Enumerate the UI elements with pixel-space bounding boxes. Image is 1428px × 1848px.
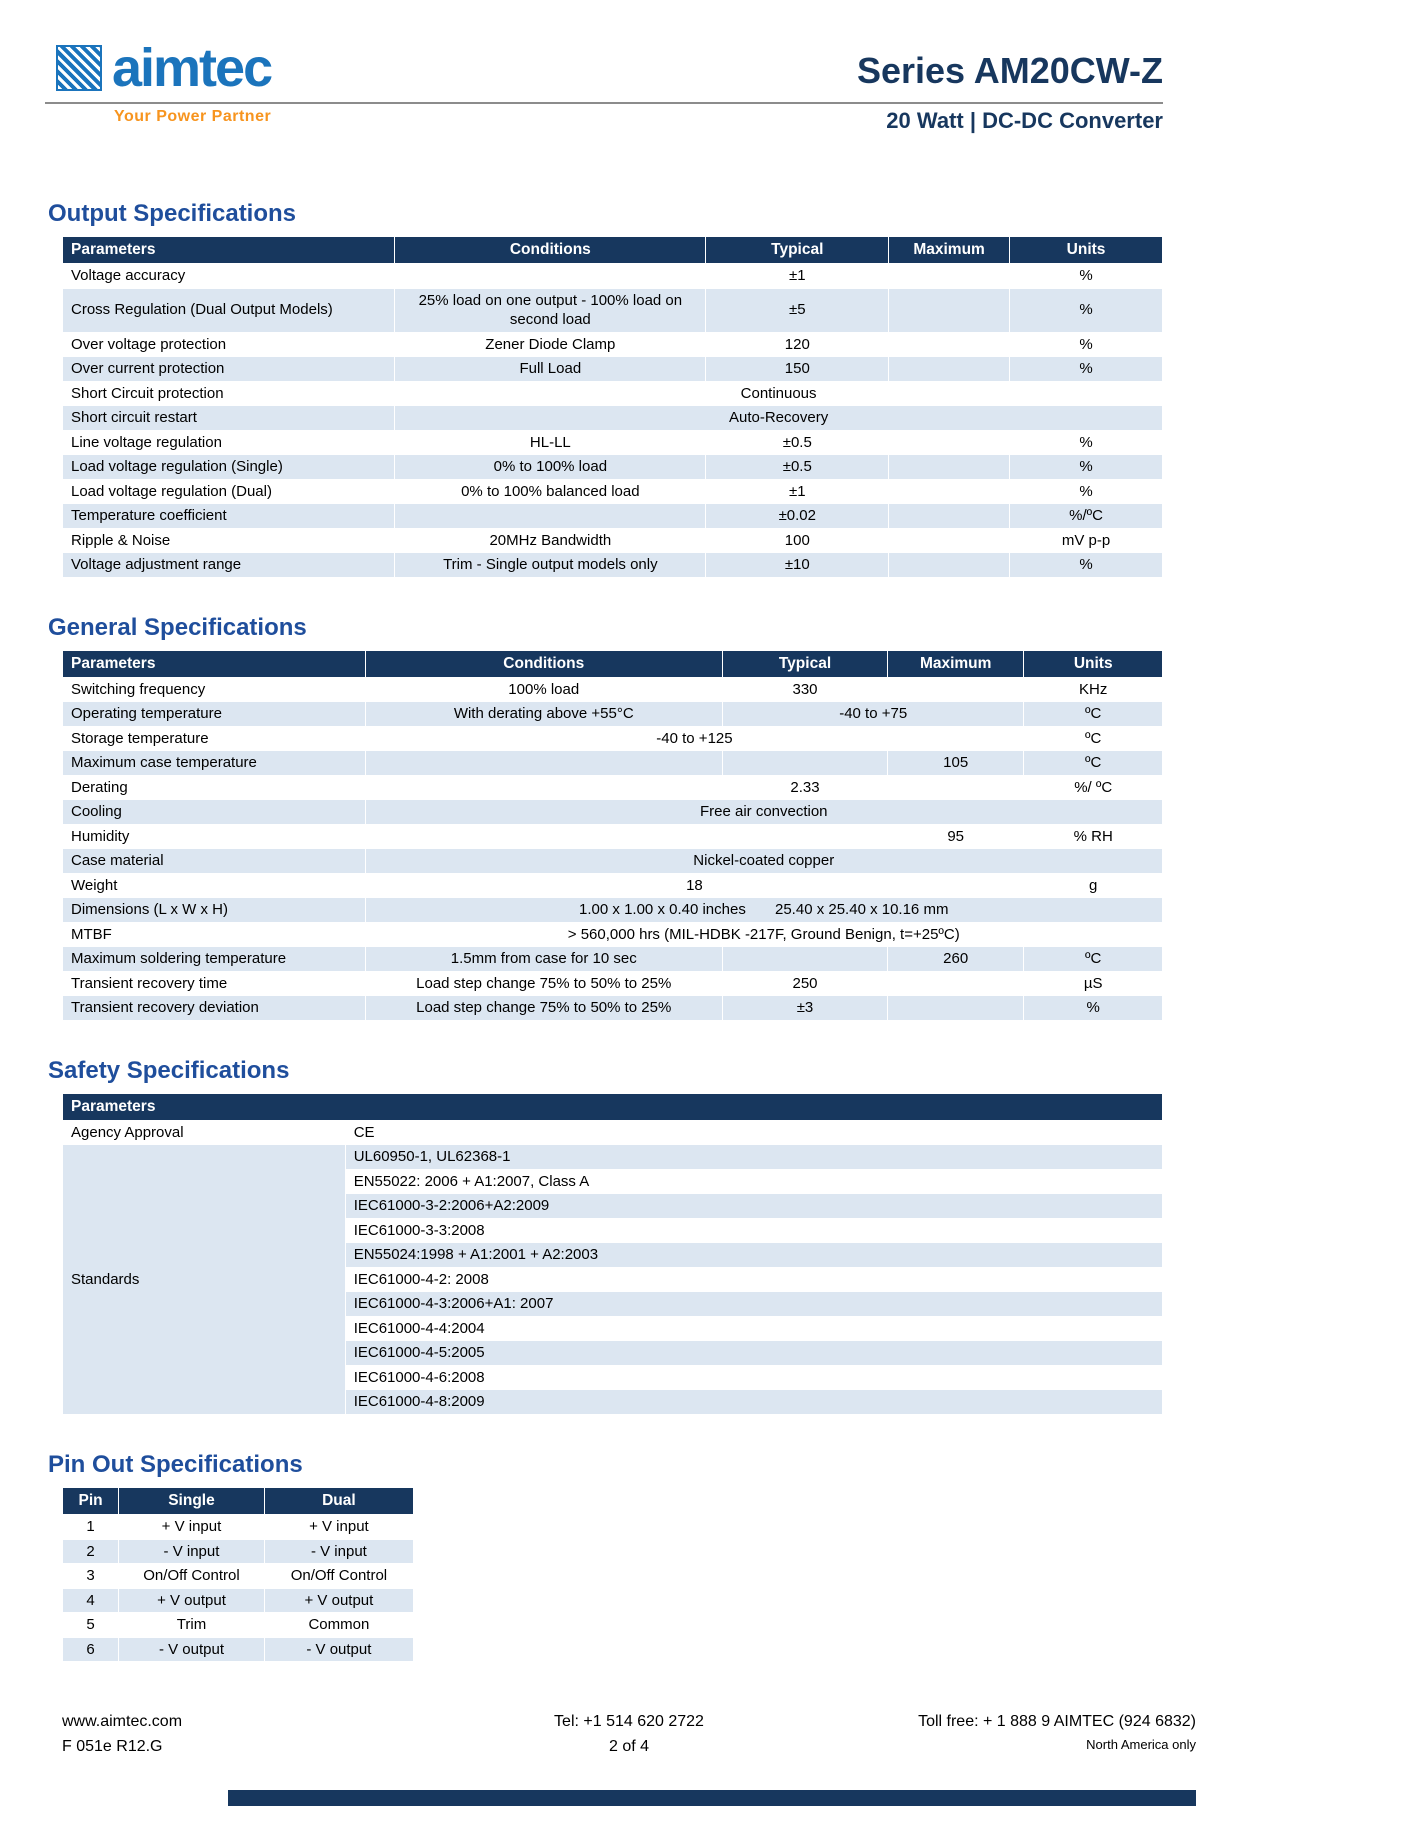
table-cell [365, 751, 723, 776]
footer-doc-ref: F 051e R12.G [62, 1738, 163, 1756]
header-divider [45, 102, 1163, 104]
table-cell: IEC61000-4-8:2009 [345, 1390, 1162, 1415]
table-cell: Short circuit restart [63, 406, 395, 431]
table-cell: With derating above +55°C [365, 702, 723, 727]
table-cell: Free air convection [365, 800, 1163, 825]
table-row [63, 751, 1163, 776]
table-cell [888, 775, 1024, 800]
table-cell: Switching frequency [63, 677, 366, 702]
table-cell: On/Off Control [264, 1564, 413, 1589]
table-cell: Dimensions (L x W x H) [63, 898, 366, 923]
table-cell [723, 751, 888, 776]
table-cell: IEC61000-3-2:2006+A2:2009 [345, 1194, 1162, 1219]
table-cell: ºC [1024, 702, 1163, 727]
table-row [63, 288, 1163, 332]
table-cell: % RH [1024, 824, 1163, 849]
general-specifications-section [48, 614, 1163, 1021]
table-cell: Auto-Recovery [395, 406, 1163, 431]
table-row [63, 824, 1163, 849]
table-row [63, 553, 1163, 578]
table-row [63, 332, 1163, 357]
table-cell: Line voltage regulation [63, 430, 395, 455]
table-cell: Over voltage protection [63, 332, 395, 357]
table-cell [889, 357, 1010, 382]
table-cell: Storage temperature [63, 726, 366, 751]
table-row [63, 528, 1163, 553]
section-heading-pinout: Pin Out Specifications [48, 1450, 303, 1478]
output-specifications-table [62, 236, 1163, 578]
table-cell: ºC [1024, 751, 1163, 776]
table-cell: ±1 [706, 479, 889, 504]
table-cell: IEC61000-4-4:2004 [345, 1316, 1162, 1341]
table-cell [395, 264, 706, 289]
table-row [63, 922, 1163, 947]
table-row [63, 726, 1163, 751]
table-cell: Trim - Single output models only [395, 553, 706, 578]
table-row [63, 504, 1163, 529]
table-cell: 0% to 100% balanced load [395, 479, 706, 504]
column-header: Units [1024, 650, 1163, 677]
table-cell: 6 [63, 1637, 119, 1662]
table-cell: Standards [63, 1145, 346, 1415]
page-header [48, 38, 1163, 164]
table-cell: ±10 [706, 553, 889, 578]
table-cell: IEC61000-4-2: 2008 [345, 1267, 1162, 1292]
table-cell: Cooling [63, 800, 366, 825]
table-cell: EN55024:1998 + A1:2001 + A2:2003 [345, 1243, 1162, 1268]
table-cell: Operating temperature [63, 702, 366, 727]
table-cell: Continuous [395, 381, 1163, 406]
table-cell: 120 [706, 332, 889, 357]
table-cell: %/ºC [1010, 504, 1163, 529]
table-cell: IEC61000-4-3:2006+A1: 2007 [345, 1292, 1162, 1317]
table-cell: Short Circuit protection [63, 381, 395, 406]
pinout-specifications-table [62, 1487, 414, 1662]
table-row [63, 898, 1163, 923]
table-cell: 25% load on one output - 100% load on second load [395, 288, 706, 332]
aimtec-logo-text: aimtec [112, 38, 272, 98]
column-header: Typical [706, 237, 889, 264]
table-row [63, 702, 1163, 727]
table-cell: % [1010, 288, 1163, 332]
table-cell: ±0.5 [706, 455, 889, 480]
table-cell: Zener Diode Clamp [395, 332, 706, 357]
table-cell: 2.33 [723, 775, 888, 800]
table-cell: Transient recovery time [63, 971, 366, 996]
table-cell: % [1010, 553, 1163, 578]
table-cell: Trim [119, 1613, 265, 1638]
table-cell: KHz [1024, 677, 1163, 702]
table-cell [723, 947, 888, 972]
table-cell: Common [264, 1613, 413, 1638]
column-header: Pin [63, 1487, 119, 1514]
table-cell: 250 [723, 971, 888, 996]
table-cell: % [1010, 430, 1163, 455]
table-cell [889, 553, 1010, 578]
table-cell: Nickel-coated copper [365, 849, 1163, 874]
section-heading-safety: Safety Specifications [48, 1056, 290, 1084]
table-cell: Case material [63, 849, 366, 874]
table-cell [888, 971, 1024, 996]
table-row [63, 430, 1163, 455]
table-row [63, 1613, 414, 1638]
table-row [63, 1588, 414, 1613]
table-cell: Load voltage regulation (Single) [63, 455, 395, 480]
footer-center [554, 1710, 704, 1760]
table-row [63, 455, 1163, 480]
table-cell: % [1010, 479, 1163, 504]
series-title: Series AM20CW-Z [856, 50, 1163, 91]
table-cell: 0% to 100% load [395, 455, 706, 480]
footer-region: North America only [1086, 1737, 1196, 1753]
table-cell: 4 [63, 1588, 119, 1613]
table-row [63, 381, 1163, 406]
table-cell: ±1 [706, 264, 889, 289]
table-cell: Load voltage regulation (Dual) [63, 479, 395, 504]
table-cell: 2 [63, 1539, 119, 1564]
table-cell: ºC [1024, 947, 1163, 972]
table-cell: - V input [119, 1539, 265, 1564]
table-cell: 150 [706, 357, 889, 382]
table-cell: Cross Regulation (Dual Output Models) [63, 288, 395, 332]
table-cell: 5 [63, 1613, 119, 1638]
page-footer [62, 1710, 1196, 1760]
general-specifications-table [62, 650, 1163, 1021]
table-cell: Ripple & Noise [63, 528, 395, 553]
table-cell: 18 [365, 873, 1024, 898]
table-cell: IEC61000-4-6:2008 [345, 1365, 1162, 1390]
table-row [63, 1564, 414, 1589]
bottom-navy-bar [228, 1790, 1196, 1806]
table-cell: 100 [706, 528, 889, 553]
table-cell: UL60950-1, UL62368-1 [345, 1145, 1162, 1170]
table-row [63, 775, 1163, 800]
table-cell: ±0.5 [706, 430, 889, 455]
table-cell: Voltage adjustment range [63, 553, 395, 578]
table-cell: Load step change 75% to 50% to 25% [365, 996, 723, 1021]
table-cell: 260 [888, 947, 1024, 972]
column-header: Parameters [63, 1093, 1163, 1120]
table-cell: + V output [264, 1588, 413, 1613]
table-cell: Weight [63, 873, 366, 898]
table-cell: ºC [1024, 726, 1163, 751]
table-cell: Agency Approval [63, 1120, 346, 1145]
table-cell: Full Load [395, 357, 706, 382]
table-cell: IEC61000-4-5:2005 [345, 1341, 1162, 1366]
table-cell: 330 [723, 677, 888, 702]
table-cell: % [1010, 357, 1163, 382]
safety-specifications-section [48, 1057, 1163, 1415]
table-cell: ±3 [723, 996, 888, 1021]
table-cell: On/Off Control [119, 1564, 265, 1589]
output-specifications-section [48, 200, 1163, 578]
table-cell [889, 264, 1010, 289]
table-cell: % [1024, 996, 1163, 1021]
table-cell: Humidity [63, 824, 366, 849]
table-header-row [63, 650, 1163, 677]
table-cell: ±0.02 [706, 504, 889, 529]
column-header: Maximum [889, 237, 1010, 264]
table-row [63, 1539, 414, 1564]
table-cell: Maximum case temperature [63, 751, 366, 776]
aimtec-logo [56, 38, 272, 98]
table-cell: % [1010, 332, 1163, 357]
table-row [63, 1145, 1163, 1170]
table-cell [889, 479, 1010, 504]
table-cell: IEC61000-3-3:2008 [345, 1218, 1162, 1243]
table-cell [395, 504, 706, 529]
table-cell: µS [1024, 971, 1163, 996]
footer-website[interactable]: www.aimtec.com [62, 1713, 183, 1731]
table-row [63, 677, 1163, 702]
table-cell: -40 to +125 [365, 726, 1024, 751]
table-cell: CE [345, 1120, 1162, 1145]
column-header: Conditions [365, 650, 723, 677]
table-row [63, 849, 1163, 874]
table-cell: 20MHz Bandwidth [395, 528, 706, 553]
table-row [63, 357, 1163, 382]
table-cell [889, 430, 1010, 455]
table-cell: Voltage accuracy [63, 264, 395, 289]
column-header: Dual [264, 1487, 413, 1514]
table-cell: -40 to +75 [723, 702, 1024, 727]
table-row [63, 264, 1163, 289]
table-cell [889, 332, 1010, 357]
table-header-row [63, 237, 1163, 264]
table-cell: - V output [264, 1637, 413, 1662]
table-row [63, 1120, 1163, 1145]
column-header: Single [119, 1487, 265, 1514]
column-header: Parameters [63, 650, 366, 677]
table-cell [723, 824, 888, 849]
table-row [63, 800, 1163, 825]
table-cell [888, 677, 1024, 702]
table-cell [888, 996, 1024, 1021]
table-row [63, 406, 1163, 431]
table-header-row [63, 1093, 1163, 1120]
table-cell: 1.5mm from case for 10 sec [365, 947, 723, 972]
table-cell [365, 775, 723, 800]
table-cell: 1.00 x 1.00 x 0.40 inches 25.40 x 25.40 x 10.16 mm [365, 898, 1163, 923]
table-cell: % [1010, 264, 1163, 289]
footer-page-number: 2 of 4 [608, 1738, 650, 1756]
table-cell: - V output [119, 1637, 265, 1662]
table-cell: + V input [264, 1515, 413, 1540]
logo-tagline: Your Power Partner [114, 108, 272, 125]
table-cell: %/ ºC [1024, 775, 1163, 800]
table-cell [889, 528, 1010, 553]
section-heading-general: General Specifications [48, 613, 307, 641]
footer-tollfree: Toll free: + 1 888 9 AIMTEC (924 6832) [918, 1713, 1196, 1731]
table-cell: HL-LL [395, 430, 706, 455]
table-cell: 95 [888, 824, 1024, 849]
page-content [0, 38, 1428, 1662]
table-row [63, 947, 1163, 972]
column-header: Conditions [395, 237, 706, 264]
table-cell: mV p-p [1010, 528, 1163, 553]
table-cell: Over current protection [63, 357, 395, 382]
table-header-row [63, 1487, 414, 1514]
footer-right [704, 1710, 1196, 1755]
product-subtitle: 20 Watt | DC-DC Converter [886, 108, 1163, 133]
aimtec-logo-icon [56, 45, 102, 91]
table-cell: Temperature coefficient [63, 504, 395, 529]
column-header: Units [1010, 237, 1163, 264]
footer-left [62, 1710, 554, 1760]
table-row [63, 971, 1163, 996]
table-row [63, 996, 1163, 1021]
table-row [63, 1637, 414, 1662]
table-cell: Transient recovery deviation [63, 996, 366, 1021]
section-heading-output: Output Specifications [48, 200, 297, 227]
pinout-specifications-section [48, 1451, 1163, 1662]
table-row [63, 873, 1163, 898]
table-cell: 1 [63, 1515, 119, 1540]
table-cell: - V input [264, 1539, 413, 1564]
table-cell [365, 824, 723, 849]
table-cell: Derating [63, 775, 366, 800]
table-cell: g [1024, 873, 1163, 898]
column-header: Parameters [63, 237, 395, 264]
table-cell [889, 288, 1010, 332]
footer-phone: Tel: +1 514 620 2722 [554, 1713, 704, 1731]
table-cell: % [1010, 455, 1163, 480]
table-cell: MTBF [63, 922, 366, 947]
table-cell: 100% load [365, 677, 723, 702]
safety-specifications-table [62, 1093, 1163, 1415]
table-cell [889, 504, 1010, 529]
table-row [63, 1515, 414, 1540]
table-cell [889, 455, 1010, 480]
column-header: Typical [723, 650, 888, 677]
table-cell: 3 [63, 1564, 119, 1589]
table-cell: > 560,000 hrs (MIL-HDBK -217F, Ground Benign, t=+25ºC) [365, 922, 1163, 947]
table-row [63, 479, 1163, 504]
table-cell: EN55022: 2006 + A1:2007, Class A [345, 1169, 1162, 1194]
column-header: Maximum [888, 650, 1024, 677]
table-cell: + V output [119, 1588, 265, 1613]
table-cell: Maximum soldering temperature [63, 947, 366, 972]
table-cell: + V input [119, 1515, 265, 1540]
table-cell: ±5 [706, 288, 889, 332]
table-cell: Load step change 75% to 50% to 25% [365, 971, 723, 996]
table-cell: 105 [888, 751, 1024, 776]
